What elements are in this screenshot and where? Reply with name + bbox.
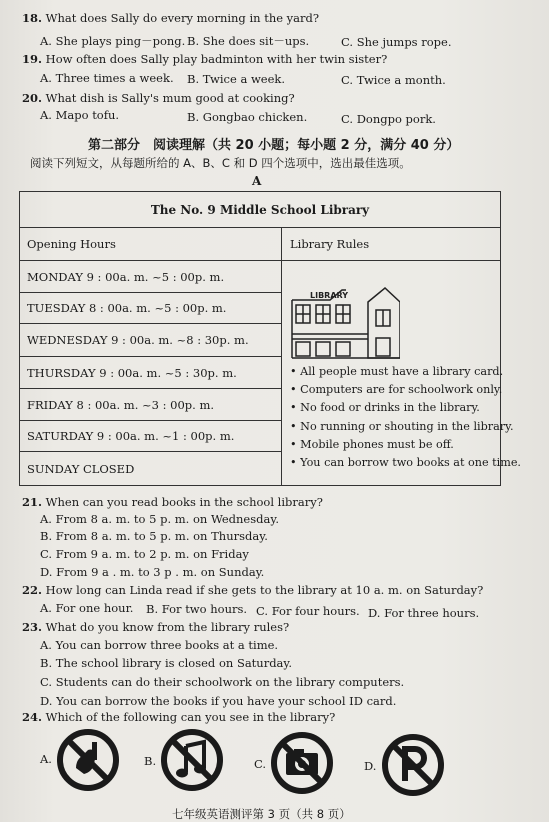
q20-option-a: A. Mapo tofu.	[40, 108, 120, 122]
hours-row-thursday: THURSDAY 9 : 00a. m. ~5 : 30p. m.	[20, 357, 281, 389]
hours-row-friday: FRIDAY 8 : 00a. m. ~3 : 00p. m.	[20, 389, 281, 421]
q18-option-b: B. She does sit－ups.	[187, 34, 310, 48]
q24-option-c: C.	[254, 757, 267, 771]
question-20	[22, 93, 295, 105]
page-footer: 七年级英语测评第 3 页（共 8 页）	[172, 807, 351, 821]
library-rules-list	[290, 365, 521, 474]
q24-number: 24.	[22, 710, 43, 724]
library-sign: LIBRARY	[310, 291, 349, 300]
hours-row-tuesday: TUESDAY 8 : 00a. m. ~5 : 00p. m.	[20, 293, 281, 324]
question-24	[22, 712, 335, 724]
library-table	[19, 191, 521, 486]
hours-header: Opening Hours	[20, 228, 281, 261]
q22-text: How long can Linda read if she gets to the library at 10 a. m. on Saturday?	[45, 583, 484, 597]
q19-option-c: C. Twice a month.	[341, 73, 446, 87]
q21-option-b: B. From 8 a. m. to 5 p. m. on Thursday.	[40, 529, 268, 543]
q18-option-a: A. She plays ping－pong.	[40, 34, 186, 48]
q24-option-d: D.	[364, 759, 377, 773]
q18-text: What does Sally do every morning in the yard?	[45, 11, 320, 25]
hours-row-wednesday: WEDNESDAY 9 : 00a. m. ~8 : 30p. m.	[20, 324, 281, 357]
passage-label: A	[252, 174, 262, 188]
q23-option-b: B. The school library is closed on Saturday.	[40, 656, 293, 670]
q19-text: How often does Sally play badminton with her twin sister?	[45, 52, 388, 66]
q20-option-b: B. Gongbao chicken.	[187, 110, 308, 124]
q24-option-b: B.	[144, 754, 157, 768]
q24-text: Which of the following can you see in the library?	[45, 710, 336, 724]
q22-option-c: C. For four hours.	[256, 604, 360, 618]
q20-number: 20.	[22, 91, 43, 105]
library-building-illustration	[290, 282, 400, 360]
no-parking-icon	[381, 733, 445, 797]
q23-option-d: D. You can borrow the books if you have your school ID card.	[40, 694, 397, 708]
no-photo-icon	[270, 731, 334, 795]
section-instruction: 阅读下列短文，从每题所给的 A、B、C 和 D 四个选项中，选出最佳选项。	[30, 156, 411, 170]
q21-option-a: A. From 8 a. m. to 5 p. m. on Wednesday.	[40, 512, 279, 526]
rule-item: • No food or drinks in the library.	[290, 401, 480, 415]
hours-row-monday: MONDAY 9 : 00a. m. ~5 : 00p. m.	[20, 261, 281, 293]
hours-row-sunday: SUNDAY CLOSED	[27, 461, 135, 476]
q18-number: 18.	[22, 11, 43, 25]
no-food-icon	[56, 728, 120, 792]
question-19	[22, 54, 387, 66]
q19-number: 19.	[22, 52, 43, 66]
question-21	[22, 497, 323, 509]
q23-option-c: C. Students can do their schoolwork on the library computers.	[40, 675, 405, 689]
q21-number: 21.	[22, 495, 43, 509]
hours-row-saturday: SATURDAY 9 : 00a. m. ~1 : 00p. m.	[20, 421, 281, 452]
section-title: 第二部分 阅读理解（共 20 小题；每小题 2 分，满分 40 分）	[88, 138, 460, 153]
q24-option-a: A.	[40, 752, 52, 766]
q20-text: What dish is Sally's mum good at cooking?	[45, 91, 295, 105]
rules-header: Library Rules	[281, 228, 500, 261]
q19-option-a: A. Three times a week.	[40, 71, 174, 85]
q22-number: 22.	[22, 583, 43, 597]
question-23	[22, 622, 289, 634]
q21-option-c: C. From 9 a. m. to 2 p. m. on Friday	[40, 547, 249, 561]
q18-option-c: C. She jumps rope.	[341, 35, 452, 49]
rule-item: • All people must have a library card.	[290, 365, 504, 378]
q19-option-b: B. Twice a week.	[187, 72, 286, 86]
rule-item: • Computers are for schoolwork only.	[290, 383, 503, 397]
q22-option-b: B. For two hours.	[146, 602, 248, 616]
rule-item: • Mobile phones must be off.	[290, 437, 454, 451]
q22-option-a: A. For one hour.	[40, 601, 134, 615]
table-title: The No. 9 Middle School Library	[20, 192, 500, 228]
q20-option-c: C. Dongpo pork.	[341, 112, 436, 126]
table-divider	[281, 228, 282, 485]
q23-option-a: A. You can borrow three books at a time.	[40, 638, 279, 652]
rule-item: • You can borrow two books at one time.	[290, 455, 521, 469]
q23-text: What do you know from the library rules?	[45, 620, 290, 634]
q23-number: 23.	[22, 620, 43, 634]
q22-option-d: D. For three hours.	[368, 606, 480, 620]
question-18	[22, 13, 319, 25]
question-22	[22, 585, 483, 597]
no-music-icon	[160, 728, 224, 792]
q21-option-d: D. From 9 a . m. to 3 p . m. on Sunday.	[40, 565, 265, 579]
rule-item: • No running or shouting in the library.	[290, 419, 514, 433]
q21-text: When can you read books in the school library?	[45, 495, 323, 509]
